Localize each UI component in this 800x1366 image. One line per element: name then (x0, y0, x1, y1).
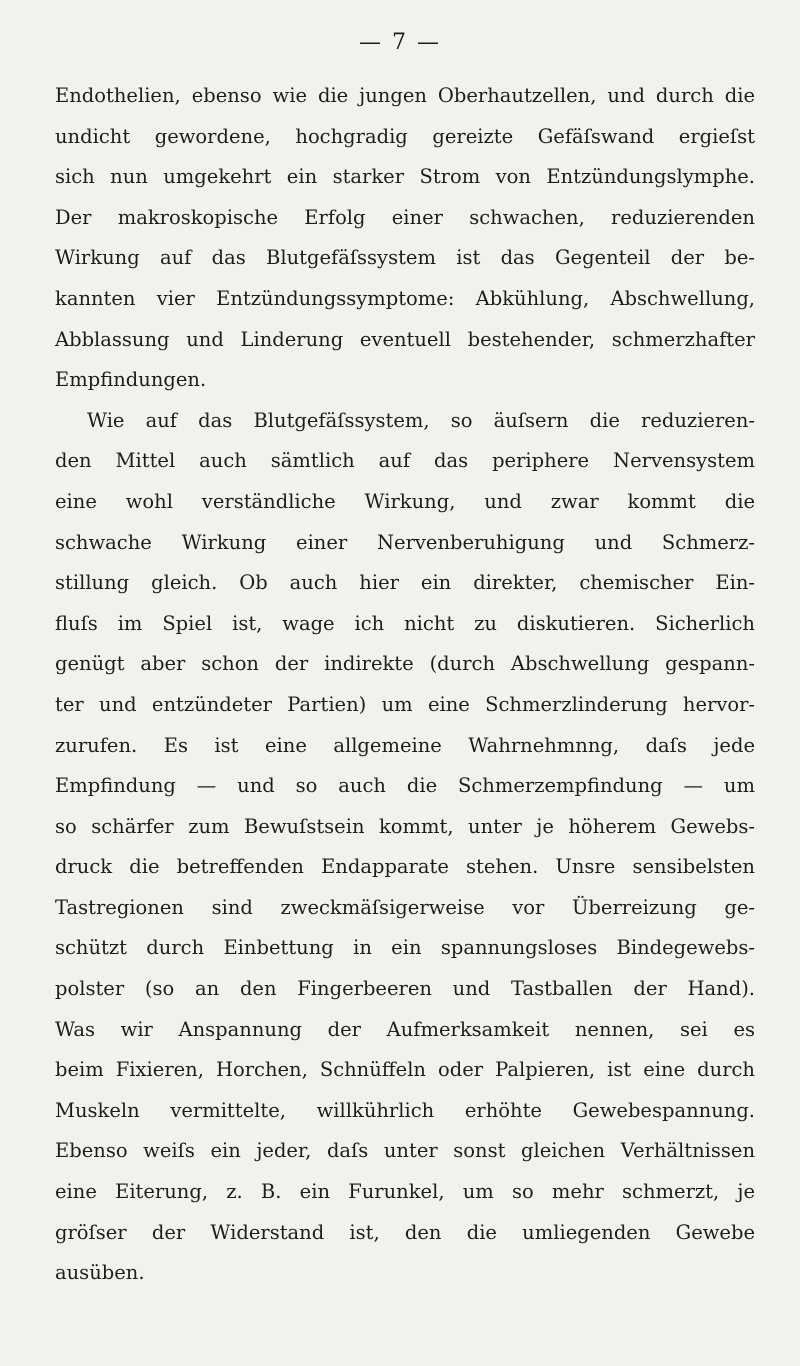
text-line: Empfindung — und so auch die Schmerzempfindung — um (55, 774, 755, 798)
text-line: eine wohl verständliche Wirkung, und zwar kommt die (55, 489, 755, 513)
text-line: den Mittel auch sämtlich auf das periphere Nervensystem (55, 449, 755, 473)
text-line: schützt durch Einbettung in ein spannungsloses Bindegewebs- (55, 936, 755, 960)
text-line: Empfindungen. (55, 368, 207, 392)
text-line: kannten vier Entzündungssymptome: Abkühlung, Abschwellung, (55, 286, 755, 310)
text-line: beim Fixieren, Horchen, Schnüffeln oder Palpieren, ist eine durch (55, 1058, 755, 1082)
text-line: Endothelien, ebenso wie die jungen Oberhautzellen, und durch die (55, 84, 755, 107)
text-line: Tastregionen sind zweckmäſsigerweise vor Überreizung ge- (55, 895, 755, 919)
text-line: ausüben. (55, 1261, 145, 1285)
text-line: eine Eiterung, z. B. ein Furunkel, um so mehr schmerzt, je (55, 1180, 755, 1204)
text-line: Muskeln vermittelte, willkührlich erhöhte Gewebespannung. (55, 1098, 755, 1122)
text-line: Ebenso weiſs ein jeder, daſs unter sonst gleichen Verhältnissen (55, 1139, 755, 1163)
text-line: stillung gleich. Ob auch hier ein direkter, chemischer Ein- (55, 571, 755, 595)
text-line: polster (so an den Fingerbeeren und Tastballen der Hand). (55, 977, 755, 1001)
paragraph-2 (55, 401, 755, 1294)
text-line: genügt aber schon der indirekte (durch Abschwellung gespann- (55, 652, 755, 676)
text-line: so schärfer zum Bewuſstsein kommt, unter je höherem Gewebs- (55, 814, 755, 838)
page-number: — 7 — (359, 30, 441, 55)
text-line: gröſser der Widerstand ist, den die umliegenden Gewebe (55, 1220, 755, 1244)
text-line: Was wir Anspannung der Aufmerksamkeit nennen, sei es (55, 1017, 755, 1041)
text-line: Abblassung und Linderung eventuell bestehender, schmerzhafter (55, 327, 755, 351)
text-line: druck die betreffenden Endapparate stehen. Unsre sensibelsten (55, 855, 755, 879)
text-line: fluſs im Spiel ist, wage ich nicht zu diskutieren. Sicherlich (55, 611, 755, 635)
body-text (55, 76, 755, 1294)
text-line: sich nun umgekehrt ein starker Strom von Entzündungslymphe. (55, 165, 755, 189)
text-line: zurufen. Es ist eine allgemeine Wahrnehmnng, daſs jede (55, 733, 755, 757)
text-line: Wirkung auf das Blutgefäſssystem ist das Gegenteil der be- (55, 246, 755, 270)
text-line: undicht gewordene, hochgradig gereizte Gefäſswand ergieſst (55, 124, 755, 148)
text-line: ter und entzündeter Partien) um eine Schmerzlinderung hervor- (55, 692, 755, 716)
paragraph-1 (55, 76, 755, 401)
text-line: Der makroskopische Erfolg einer schwachen, reduzierenden (55, 205, 755, 229)
text-line: schwache Wirkung einer Nervenberuhigung und Schmerz- (55, 530, 755, 554)
text-line: Wie auf das Blutgefäſssystem, so äuſsern die reduzieren- (87, 408, 755, 432)
